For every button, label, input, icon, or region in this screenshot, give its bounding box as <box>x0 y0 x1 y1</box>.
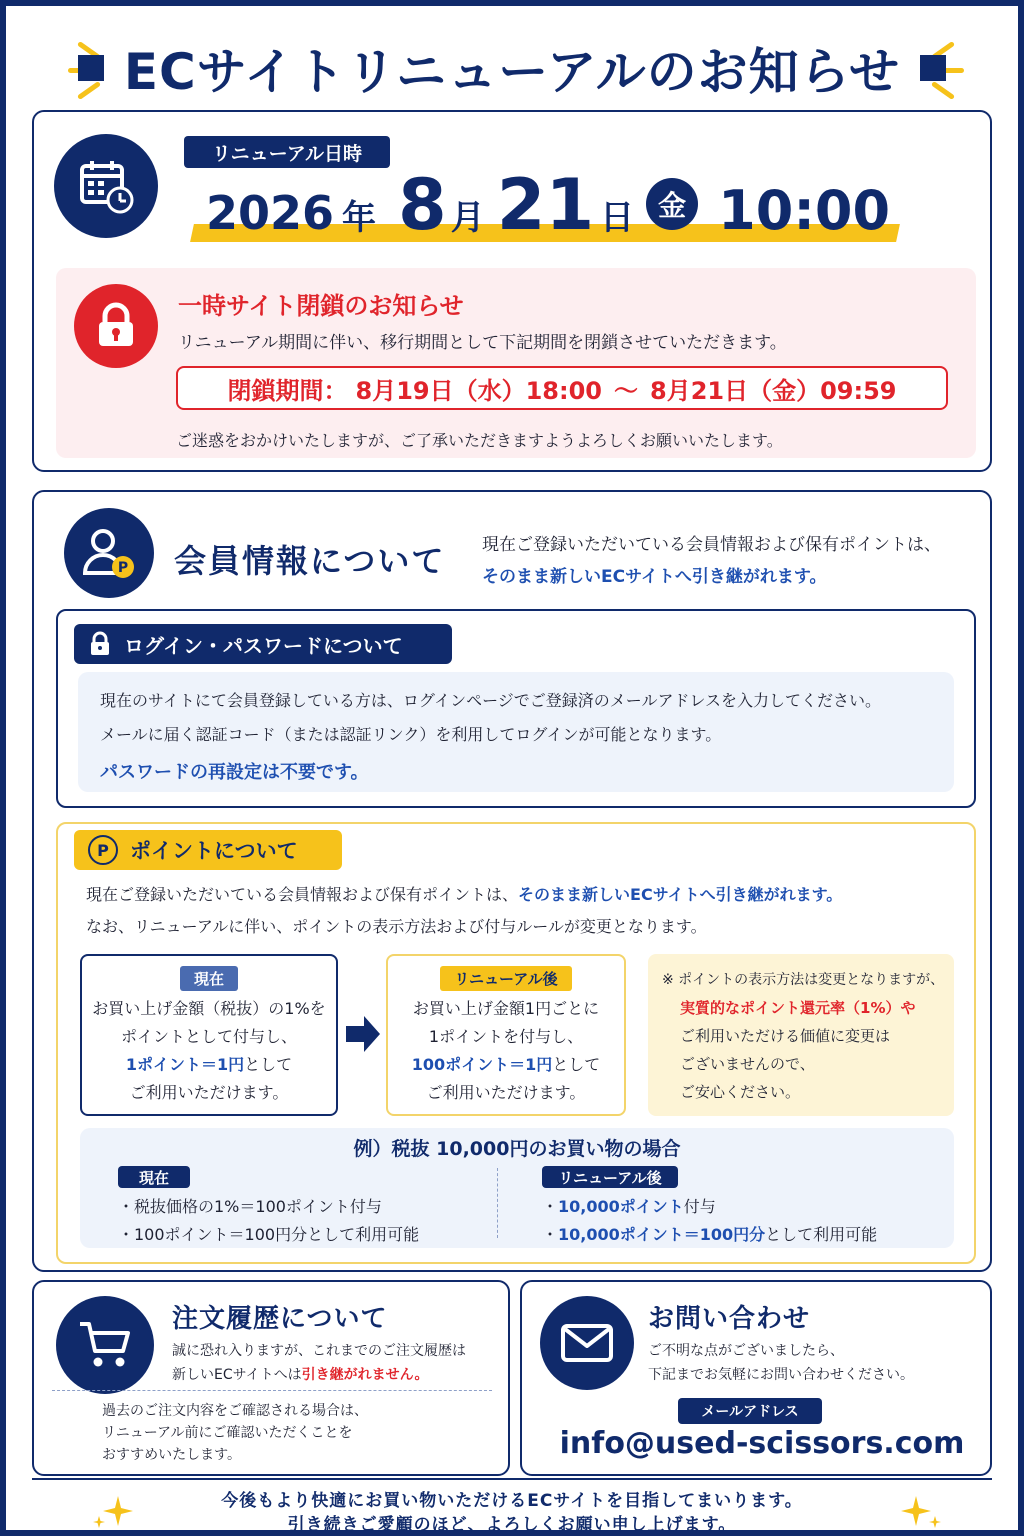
page-header <box>6 28 1018 108</box>
current-line4: ご利用いただけます。 <box>129 1083 289 1102</box>
current-rate-suffix: として <box>244 1055 293 1074</box>
member-line1: 現在ご登録いただいている会員情報および保有ポイントは、 <box>482 535 941 555</box>
month-value: 8 <box>398 164 447 246</box>
lock-icon <box>74 284 158 368</box>
point-p-icon: P <box>88 835 118 865</box>
example-after-line1 <box>542 1194 716 1217</box>
closure-description: リニューアル期間に伴い、移行期間として下記期間を閉鎖させていただきます。 <box>178 333 787 353</box>
after-points-suffix: 付与 <box>683 1197 716 1216</box>
member-points-icon <box>64 508 154 598</box>
footer-divider <box>32 1478 992 1480</box>
closure-period <box>176 366 948 410</box>
points-title-pill <box>74 830 342 870</box>
arrow-right-icon <box>344 1014 382 1054</box>
square-icon <box>920 55 946 81</box>
closure-title: 一時サイト閉鎖のお知らせ <box>178 292 464 320</box>
note-line1: ※ ポイントの表示方法は変更となりますが、 <box>662 972 945 988</box>
contact-line1: ご不明な点がございましたら、 <box>648 1343 844 1359</box>
current-rate: 1ポイント＝1円 <box>125 1055 245 1074</box>
orders-line1: 誠に恐れ入りますが、これまでのご注文履歴は <box>172 1343 466 1359</box>
lock-icon <box>88 631 112 657</box>
after-line2: 1ポイントを付与し、 <box>428 1027 584 1046</box>
login-title-pill <box>74 624 452 664</box>
year-value: 2026 <box>206 186 335 240</box>
example-current-line1: ・税抜価格の1%＝100ポイント付与 <box>118 1197 382 1216</box>
renewal-date <box>206 164 890 244</box>
after-line3 <box>388 1051 624 1079</box>
points-line2: なお、リニューアルに伴い、ポイントの表示方法および付与ルールが変更となります。 <box>86 917 707 936</box>
bullet: ・ <box>542 1225 559 1244</box>
orders-line4: リニューアル前にご確認いただくことを <box>102 1425 353 1441</box>
after-rate-suffix: として <box>552 1055 601 1074</box>
login-line1: 現在のサイトにて会員登録している方は、ログインページでご登録済のメールアドレスを入力してください。 <box>100 691 881 710</box>
orders-line5: おすすめいたします。 <box>102 1447 242 1463</box>
member-title: 会員情報について <box>174 542 446 580</box>
day-unit: 日 <box>600 198 635 238</box>
note-line2: 実質的なポイント還元率（1%）や <box>680 999 916 1017</box>
email-label: メールアドレス <box>678 1398 822 1424</box>
example-current-label: 現在 <box>118 1166 190 1188</box>
example-after-label: リニューアル後 <box>542 1166 678 1188</box>
after-rate: 100ポイント＝1円 <box>411 1055 553 1074</box>
footer-line1: 今後もより快適にお買い物いただけるECサイトを目指してまいります。 <box>221 1491 803 1511</box>
footer-line2: 引き続きご愛顧のほど、よろしくお願い申し上げます。 <box>287 1515 737 1535</box>
month-unit: 月 <box>450 198 485 238</box>
after-line4: ご利用いただけます。 <box>426 1083 586 1102</box>
example-current-line2: ・100ポイント＝100円分として利用可能 <box>118 1225 420 1244</box>
period-start: 8月19日（水）18:00 <box>355 376 602 405</box>
renewal-label: リニューアル日時 <box>184 136 390 168</box>
bullet: ・ <box>542 1197 559 1216</box>
calendar-clock-icon <box>54 134 158 238</box>
points-title: ポイントについて <box>130 839 298 863</box>
orders-line2-highlight: 引き継がれません。 <box>301 1367 429 1383</box>
period-tilde: 〜 <box>614 376 638 405</box>
orders-line2 <box>172 1364 428 1384</box>
note-line4: ございませんので、 <box>680 1055 815 1073</box>
after-conversion-value: 10,000ポイント＝100円分 <box>558 1225 766 1244</box>
note-line5: ご安心ください。 <box>680 1083 801 1101</box>
current-line1: お買い上げ金額（税抜）の1%を <box>92 999 326 1018</box>
year-unit: 年 <box>342 198 377 238</box>
note-line3: ご利用いただける価値に変更は <box>680 1027 891 1045</box>
cart-icon <box>56 1296 154 1394</box>
svg-text:P: P <box>117 560 129 576</box>
after-conversion-suffix: として利用可能 <box>765 1225 878 1244</box>
period-label: 閉鎖期間： <box>227 376 348 405</box>
time-value: 10:00 <box>718 179 891 242</box>
after-points-value: 10,000ポイント <box>558 1197 684 1216</box>
square-icon <box>78 55 104 81</box>
example-divider <box>497 1168 498 1238</box>
page-title: ECサイトリニューアルのお知らせ <box>123 43 901 101</box>
points-current-box <box>80 954 338 1116</box>
weekday-badge: 金 <box>646 178 698 230</box>
member-line2: そのまま新しいECサイトへ引き継がれます。 <box>482 567 827 587</box>
contact-email-link[interactable]: info@used-scissors.com <box>559 1426 965 1461</box>
current-label: 現在 <box>180 966 238 991</box>
contact-line2: 下記までお気軽にお問い合わせください。 <box>648 1367 914 1383</box>
orders-divider <box>52 1390 492 1391</box>
points-after-box <box>386 954 626 1116</box>
points-note-box <box>648 954 954 1116</box>
orders-line2-text: 新しいECサイトへは <box>172 1367 302 1383</box>
login-line3: パスワードの再設定は不要です。 <box>100 762 369 783</box>
points-line1-highlight: そのまま新しいECサイトへ引き継がれます。 <box>518 885 843 904</box>
points-line1 <box>86 882 842 905</box>
current-line2: ポイントとして付与し、 <box>120 1027 297 1046</box>
after-label: リニューアル後 <box>440 966 571 991</box>
points-line1-text: 現在ご登録いただいている会員情報および保有ポイントは、 <box>86 885 519 904</box>
login-title: ログイン・パスワードについて <box>124 633 403 658</box>
period-end: 8月21日（金）09:59 <box>650 376 897 405</box>
current-line3 <box>82 1051 336 1079</box>
contact-title: お問い合わせ <box>648 1304 811 1334</box>
login-line2: メールに届く認証コード（または認証リンク）を利用してログインが可能となります。 <box>100 725 722 744</box>
example-after-line2 <box>542 1222 877 1245</box>
mail-icon <box>540 1296 634 1390</box>
example-title: 例）税抜 10,000円のお買い物の場合 <box>353 1138 681 1160</box>
orders-line3: 過去のご注文内容をご確認される場合は、 <box>102 1403 368 1419</box>
after-line1: お買い上げ金額1円ごとに <box>412 999 600 1018</box>
day-value: 21 <box>496 164 595 246</box>
closure-apology: ご迷惑をおかけいたしますが、ご了承いただきますようよろしくお願いいたします。 <box>176 431 783 450</box>
orders-title: 注文履歴について <box>172 1304 388 1334</box>
